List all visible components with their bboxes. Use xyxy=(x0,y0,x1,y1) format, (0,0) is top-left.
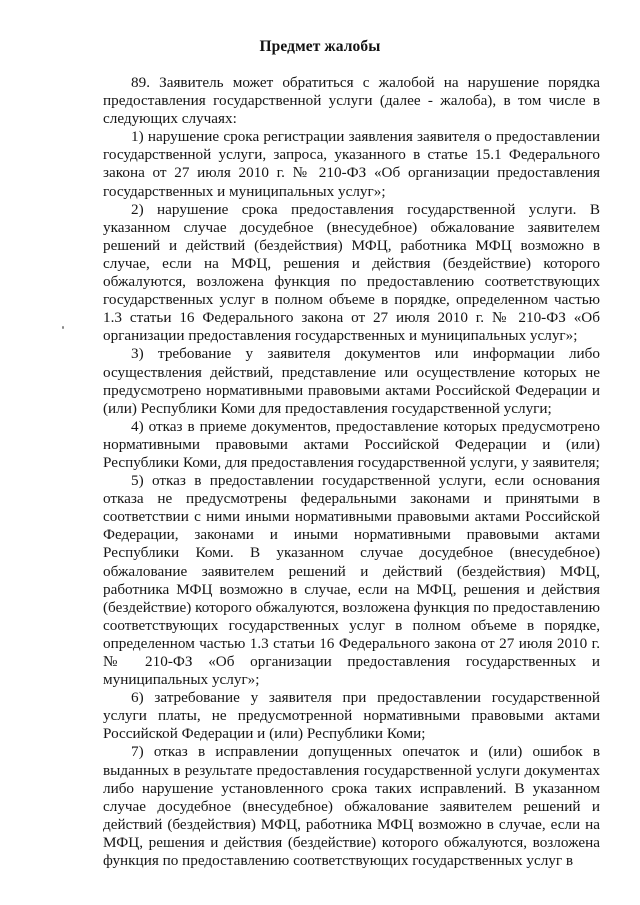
section-heading: Предмет жалобы xyxy=(259,38,381,55)
paragraph-item-4: 4) отказ в приеме документов, предоставление которых предусмотрено нормативными правовыми актами Российской Федерации и (или) Республики Коми, для предоставления государственной услуги, у заявителя; xyxy=(103,417,600,471)
document-body xyxy=(103,74,600,870)
paragraph-item-3: 3) требование у заявителя документов или информации либо осуществления действий, представление или осуществление которых не предусмотрено нормативными правовыми актами Российской Федерации и (или) Республики Коми для предоставления государственной услуги; xyxy=(103,345,600,417)
paragraph-item-1: 1) нарушение срока регистрации заявления заявителя о предоставлении государственной услуги, запроса, указанного в статье 15.1 Федерального закона от 27 июля 2010 г. № 210-ФЗ «Об организации предоставления государственных и муниципальных услуг»; xyxy=(103,128,600,200)
paragraph-89: 89. Заявитель может обратиться с жалобой на нарушение порядка предоставления государственной услуги (далее - жалоба), в том числе в следующих случаях: xyxy=(103,74,600,128)
paragraph-item-2: 2) нарушение срока предоставления государственной услуги. В указанном случае досудебное (внесудебное) обжалование заявителем решений и действий (бездействия) МФЦ, работника МФЦ возможно в случае, если на МФЦ, решения и действия (бездействие) которого обжалуются, возложена функция по предоставлению соответствующих государственных услуг в полном объеме в порядке, определенном частью 1.3 статьи 16 Федерального закона от 27 июля 2010 г. № 210-ФЗ «Об организации предоставления государственных и муниципальных услуг»; xyxy=(103,200,600,345)
paragraph-item-5: 5) отказ в предоставлении государственной услуги, если основания отказа не предусмотрены федеральными законами и принятыми в соответствии с ними иными нормативными правовыми актами Российской Федерации, законами и иными нормативными правовыми актами Республики Коми. В указанном случае досудебное (внесудебное) обжалование заявителем решений и действий (бездействия) МФЦ, работника МФЦ возможно в случае, если на МФЦ, решения и действия (бездействие) которого обжалуются, возложена функция по предоставлению соответствующих государственных услуг в полном объеме в порядке, определенном частью 1.3 статьи 16 Федерального закона от 27 июля 2010 г. № 210-ФЗ «Об организации предоставления государственных и муниципальных услуг»; xyxy=(103,472,600,689)
paragraph-item-6: 6) затребование у заявителя при предоставлении государственной услуги платы, не предусмотренной нормативными правовыми актами Российской Федерации и (или) Республики Коми; xyxy=(103,689,600,743)
scan-speck xyxy=(62,326,64,329)
paragraph-item-7: 7) отказ в исправлении допущенных опечаток и (или) ошибок в выданных в результате предоставления государственной услуги документах либо нарушение установленного срока таких исправлений. В указанном случае досудебное (внесудебное) обжалование заявителем решений и действий (бездействия) МФЦ, работника МФЦ возможно в случае, если на МФЦ, решения и действия (бездействие) которого обжалуются, возложена функция по предоставлению соответствующих государственных услуг в xyxy=(103,743,600,870)
